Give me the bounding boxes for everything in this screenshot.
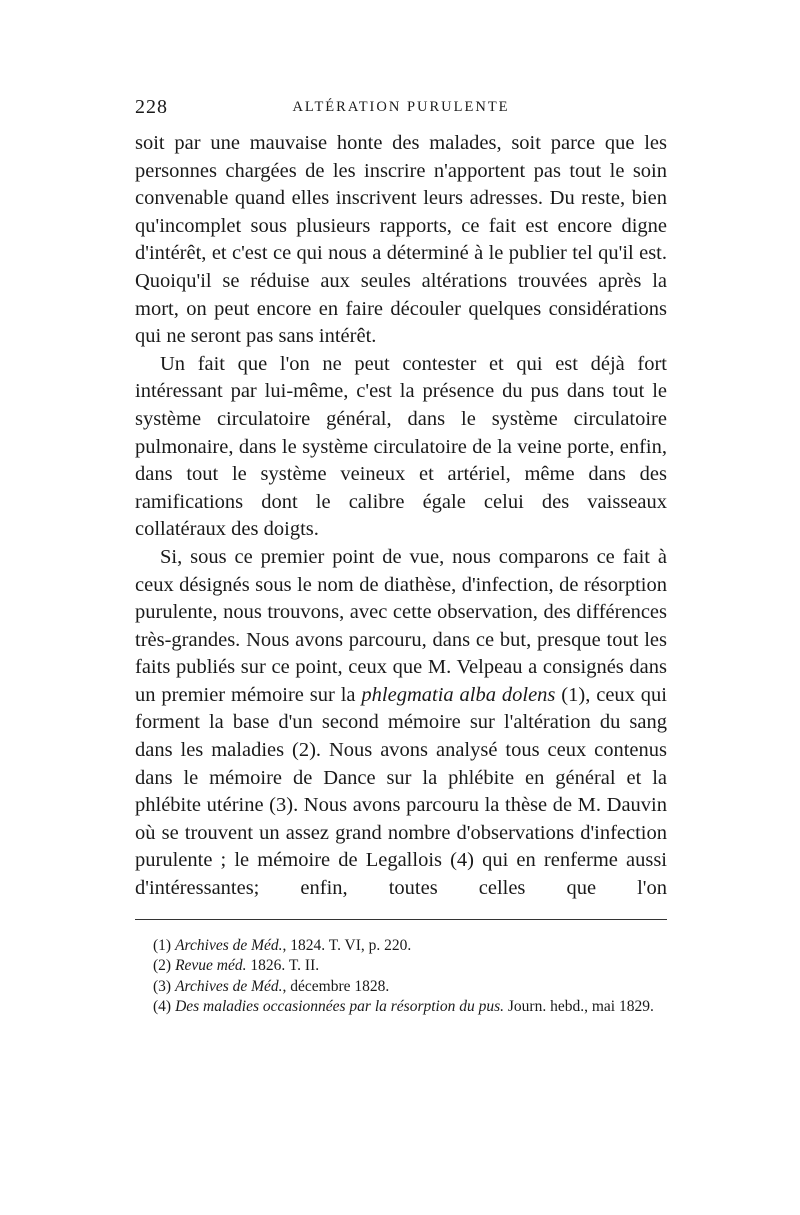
footnotes <box>135 936 667 1018</box>
footnote-details: Journ. hebd., mai 1829. <box>504 998 654 1016</box>
footnote-details: , 1824. T. VI, p. 220. <box>282 936 412 954</box>
book-page <box>135 96 667 1018</box>
footnote-number: (1) <box>153 936 172 954</box>
footnote-reference: Archives de Méd. <box>175 977 283 995</box>
running-head: ALTÉRATION PURULENTE <box>292 99 510 115</box>
page-header <box>135 96 667 122</box>
paragraph: soit par une mauvaise honte des malades, soit parce que les personnes chargées de les inscrire n'apportent pas tout le soin convenable quand elles inscrivent leurs adresses. Du reste, bien qu'incomplet sous plusieurs rapports, ce fait est encore digne d'intérêt, et c'est ce qui nous a déterminé à le publier tel qu'il est. Quoiqu'il se réduise aux seules altérations trouvées après la mort, on peut encore en faire découler quelques considérations qui ne seront pas sans intérêt. <box>135 132 667 348</box>
footnote-reference: Revue méd. <box>175 957 247 975</box>
paragraph: Un fait que l'on ne peut contester et qui est déjà fort intéressant par lui-même, c'est la présence du pus dans tout le système circulatoire général, dans le système circulatoire pulmonaire, dans le système circulatoire de la veine porte, enfin, dans tout le système veineux et artériel, même dans des ramifications dont le calibre égale celui des vaisseaux collatéraux des doigts. <box>135 352 667 541</box>
page-number: 228 <box>135 96 168 118</box>
footnote <box>135 936 667 957</box>
footnote-details: 1826. T. II. <box>246 957 320 975</box>
text-span: Si, sous ce premier point de vue, nous comparons ce fait à ceux désignés sous le nom de diathèse, d'infection, de résorption purulente, nous trouvons, avec cette observation, des différences très-grandes. Nous avons parcouru, dans ce but, presque tout les faits publiés sur ce point, ceux que M. Velpeau a consignés dans un premier mémoire sur la <box>135 545 667 706</box>
footnote-rule <box>135 919 667 920</box>
body-text <box>135 130 667 903</box>
footnote-reference: Des maladies occasionnées par la résorption du pus. <box>175 998 504 1016</box>
text-span: (1), ceux qui forment la base d'un second mémoire sur l'altération du sang dans les maladies (2). Nous avons analysé tous ceux contenus dans le mémoire de Dance sur la phlébite en général et la phlébite utérine (3). Nous avons parcouru la thèse de M. Dauvin où se trouvent un assez grand nombre d'observations d'infection purulente ; le mémoire de Legallois (4) qui en renferme aussi d'intéressantes; enfin, toutes celles que l'on <box>135 683 667 900</box>
footnote-number: (2) <box>153 957 172 975</box>
footnote <box>135 977 667 998</box>
footnote-number: (3) <box>153 977 172 995</box>
footnote-number: (4) <box>153 998 172 1016</box>
footnote <box>135 956 667 977</box>
paragraph <box>135 544 667 903</box>
footnote-reference: Archives de Méd. <box>175 936 283 954</box>
footnote-details: , décembre 1828. <box>282 977 390 995</box>
italic-term: phlegmatia alba dolens <box>361 683 556 706</box>
footnote <box>135 997 667 1018</box>
